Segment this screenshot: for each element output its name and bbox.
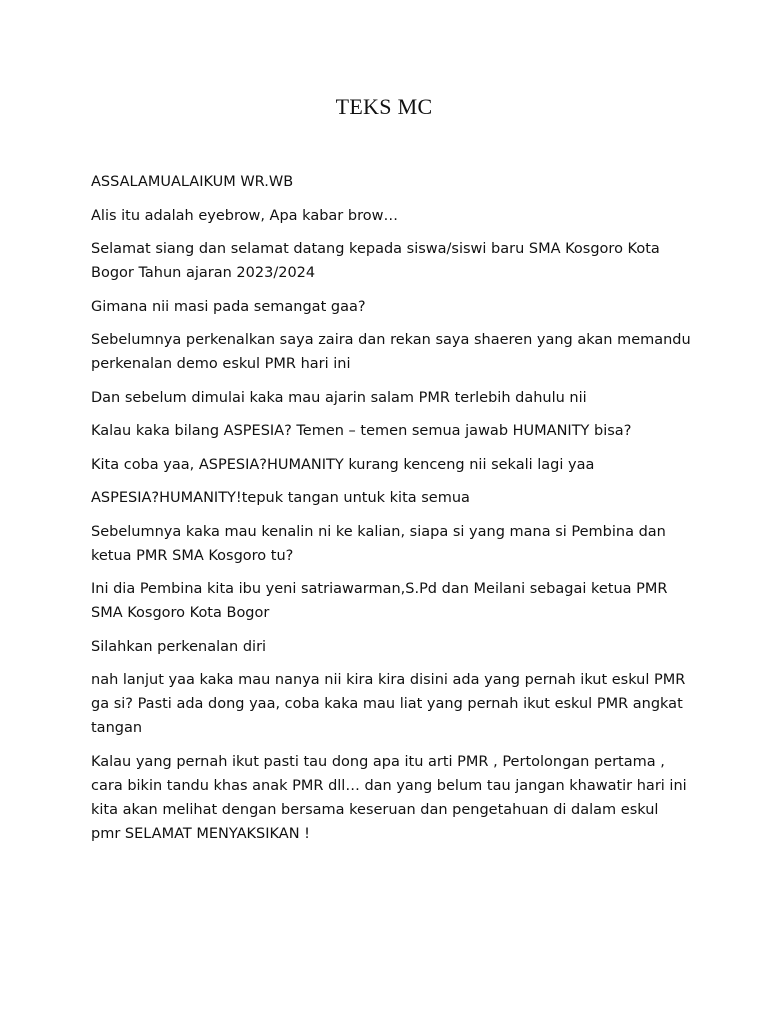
paragraph: Sebelumnya kaka mau kenalin ni ke kalian, siapa si yang mana si Pembina dan ketua PMR SMA Kosgoro tu? bbox=[91, 523, 666, 564]
paragraph: Alis itu adalah eyebrow, Apa kabar brow… bbox=[91, 207, 398, 224]
document-title: TEKS MC bbox=[335, 94, 433, 119]
paragraph: Kita coba yaa, ASPESIA?HUMANITY kurang kenceng nii sekali lagi yaa bbox=[91, 456, 595, 473]
paragraph: Kalau kaka bilang ASPESIA? Temen – temen semua jawab HUMANITY bisa? bbox=[91, 423, 632, 439]
paragraph: Kalau yang pernah ikut pasti tau dong apa itu arti PMR , Pertolongan pertama , cara bikin tandu khas anak PMR dll… dan yang belum tau jangan khawatir hari ini kita akan melihat dengan bersama keseruan dan pengetahuan di dalam eskul pmr SELAMAT MENYAKSIKAN ! bbox=[91, 753, 687, 842]
paragraph: Ini dia Pembina kita ibu yeni satriawarman,S.Pd dan Meilani sebagai ketua PMR SMA Kosgoro Kota Bogor bbox=[91, 581, 668, 621]
paragraph: Dan sebelum dimulai kaka mau ajarin salam PMR terlebih dahulu nii bbox=[91, 389, 587, 406]
document-body bbox=[91, 170, 691, 855]
paragraph: ASSALAMUALAIKUM WR.WB bbox=[91, 174, 294, 190]
paragraph: Selamat siang dan selamat datang kepada siswa/siswi baru SMA Kosgoro Kota Bogor Tahun ajaran 2023/2024 bbox=[91, 241, 660, 281]
paragraph: ASPESIA?HUMANITY!tepuk tangan untuk kita semua bbox=[91, 490, 470, 506]
paragraph: Gimana nii masi pada semangat gaa? bbox=[91, 298, 366, 315]
paragraph: Sebelumnya perkenalkan saya zaira dan rekan saya shaeren yang akan memandu perkenalan demo eskul PMR hari ini bbox=[91, 332, 691, 372]
paragraph: nah lanjut yaa kaka mau nanya nii kira kira disini ada yang pernah ikut eskul PMR ga si? Pasti ada dong yaa, coba kaka mau liat yang pernah ikut eskul PMR angkat tangan bbox=[91, 672, 686, 736]
paragraph: Silahkan perkenalan diri bbox=[91, 638, 267, 655]
